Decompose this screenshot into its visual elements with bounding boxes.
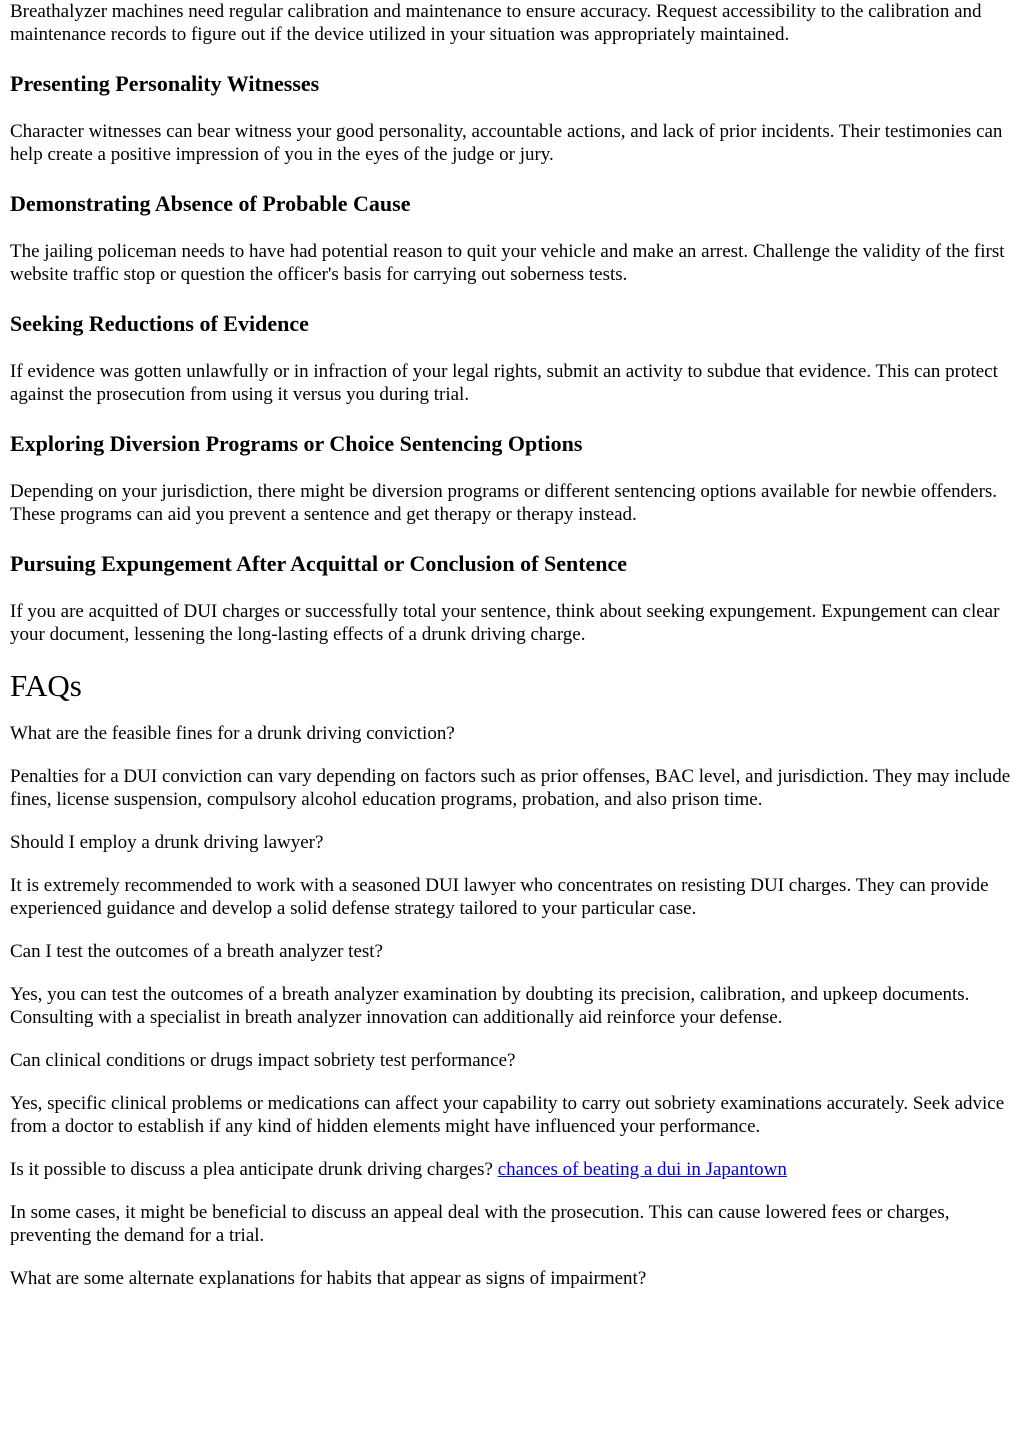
faq-question: Can I test the outcomes of a breath analyzer test?: [10, 941, 383, 962]
faq-answer: Penalties for a DUI conviction can vary depending on factors such as prior offenses, BAC level, and jurisdiction. They may include fines, license suspension, compulsory alcohol education programs, probation, and also prison time.: [10, 766, 1011, 810]
faq-answer: It is extremely recommended to work with a seasoned DUI lawyer who concentrates on resisting DUI charges. They can provide experienced guidance and develop a solid defense strategy tailored to your particular case.: [10, 875, 989, 919]
faq-answer: In some cases, it might be beneficial to discuss an appeal deal with the prosecution. This can cause lowered fees or charges, preventing the demand for a trial.: [10, 1202, 950, 1246]
faq-question: Can clinical conditions or drugs impact sobriety test performance?: [10, 1050, 516, 1071]
faq-title: FAQs: [10, 668, 82, 703]
section-heading-expungement: Pursuing Expungement After Acquittal or Conclusion of Sentence: [10, 551, 628, 576]
section-body-character-witnesses: Character witnesses can bear witness your good personality, accountable actions, and lack of prior incidents. Their testimonies can help create a positive impression of you in the eyes of the judge or jury.: [10, 121, 1003, 165]
faq-question-text: Is it possible to discuss a plea anticipate drunk driving charges?: [10, 1159, 493, 1180]
faq-question-with-link: [10, 1158, 1014, 1181]
faq-question: What are the feasible fines for a drunk driving conviction?: [10, 723, 455, 744]
section-body-probable-cause: The jailing policeman needs to have had potential reason to quit your vehicle and make an arrest. Challenge the validity of the first website traffic stop or question the officer's basis for carrying out soberness tests.: [10, 241, 1005, 285]
section-heading-diversion: Exploring Diversion Programs or Choice Sentencing Options: [10, 431, 583, 456]
faq-question: Should I employ a drunk driving lawyer?: [10, 832, 324, 853]
section-body-diversion: Depending on your jurisdiction, there might be diversion programs or different sentencing options available for newbie offenders. These programs can aid you prevent a sentence and get therapy or therapy instead.: [10, 481, 998, 525]
faq-answer: Yes, specific clinical problems or medications can affect your capability to carry out sobriety examinations accurately. Seek advice from a doctor to establish if any kind of hidden elements might have influenced your performance.: [10, 1093, 1005, 1137]
section-body-suppression: If evidence was gotten unlawfully or in infraction of your legal rights, submit an activity to subdue that evidence. This can protect against the prosecution from using it versus you during trial.: [10, 361, 998, 405]
faq-question: What are some alternate explanations for habits that appear as signs of impairment?: [10, 1268, 647, 1289]
related-article-link[interactable]: chances of beating a dui in Japantown: [497, 1159, 787, 1180]
section-body-expungement: If you are acquitted of DUI charges or successfully total your sentence, think about seeking expungement. Expungement can clear your document, lessening the long-lasting effects of a drunk driving charge.: [10, 601, 1000, 645]
faq-answer: Yes, you can test the outcomes of a breath analyzer examination by doubting its precision, calibration, and upkeep documents. Consulting with a specialist in breath analyzer innovation can additionally aid reinforce your defense.: [10, 984, 970, 1028]
intro-paragraph: Breathalyzer machines need regular calibration and maintenance to ensure accuracy. Request accessibility to the calibration and maintenance records to figure out if the device utilized in your situation was appropriately maintained.: [10, 1, 982, 45]
section-heading-character-witnesses: Presenting Personality Witnesses: [10, 71, 320, 96]
section-heading-suppression: Seeking Reductions of Evidence: [10, 311, 309, 336]
section-heading-probable-cause: Demonstrating Absence of Probable Cause: [10, 191, 411, 216]
